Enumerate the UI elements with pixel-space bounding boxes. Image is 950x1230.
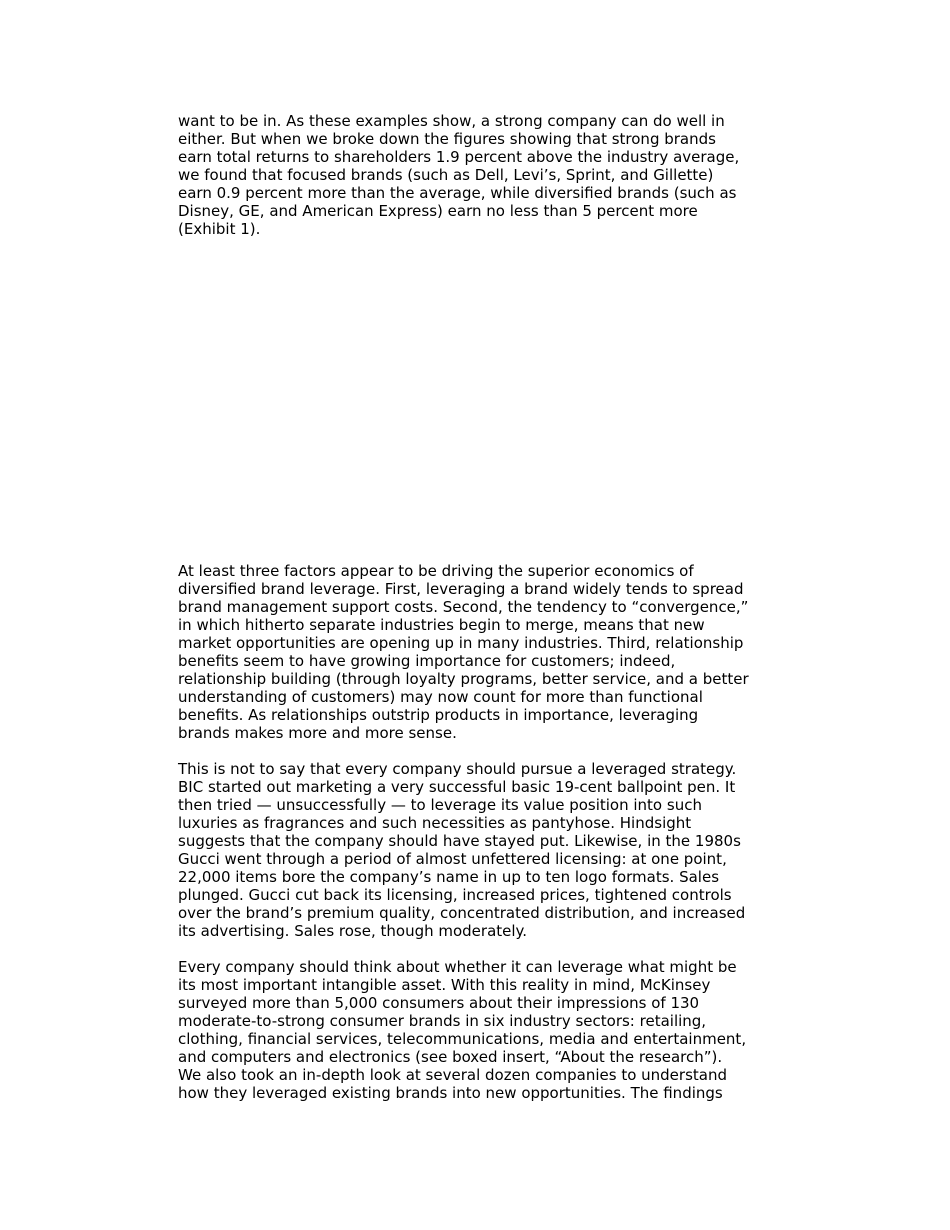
text-line: (Exhibit 1). [178, 220, 261, 238]
text-line: then tried — unsuccessfully — to leverage its value position into such [178, 796, 702, 814]
text-line: and computers and electronics (see boxed insert, “About the research”). [178, 1048, 723, 1066]
text-line: suggests that the company should have stayed put. Likewise, in the 1980s [178, 832, 741, 850]
text-line: its advertising. Sales rose, though moderately. [178, 922, 528, 940]
paragraph-leveraged-strategy [178, 760, 778, 940]
text-line: want to be in. As these examples show, a strong company can do well in [178, 112, 725, 130]
text-line: earn 0.9 percent more than the average, while diversified brands (such as [178, 184, 737, 202]
text-line: Gucci went through a period of almost unfettered licensing: at one point, [178, 850, 727, 868]
text-line: luxuries as fragrances and such necessities as pantyhose. Hindsight [178, 814, 692, 832]
text-line: At least three factors appear to be driving the superior economics of [178, 562, 694, 580]
text-line: earn total returns to shareholders 1.9 percent above the industry average, [178, 148, 740, 166]
paragraph-exhibit-returns [178, 112, 778, 238]
text-line: relationship building (through loyalty programs, better service, and a better [178, 670, 749, 688]
text-line: Every company should think about whether it can leverage what might be [178, 958, 737, 976]
text-line: in which hitherto separate industries begin to merge, means that new [178, 616, 705, 634]
text-line: Disney, GE, and American Express) earn no less than 5 percent more [178, 202, 698, 220]
text-line: how they leveraged existing brands into new opportunities. The findings [178, 1084, 723, 1102]
text-line: understanding of customers) may now count for more than functional [178, 688, 703, 706]
paragraph-three-factors [178, 562, 778, 742]
text-line: we found that focused brands (such as Dell, Levi’s, Sprint, and Gillette) [178, 166, 714, 184]
text-line: plunged. Gucci cut back its licensing, increased prices, tightened controls [178, 886, 732, 904]
paragraph-mckinsey-survey [178, 958, 778, 1102]
text-line: We also took an in-depth look at several dozen companies to understand [178, 1066, 727, 1084]
text-line: This is not to say that every company should pursue a leveraged strategy. [178, 760, 737, 778]
text-line: brands makes more and more sense. [178, 724, 457, 742]
text-line: brand management support costs. Second, the tendency to “convergence,” [178, 598, 749, 616]
text-line: surveyed more than 5,000 consumers about their impressions of 130 [178, 994, 700, 1012]
text-line: its most important intangible asset. With this reality in mind, McKinsey [178, 976, 711, 994]
text-line: either. But when we broke down the figures showing that strong brands [178, 130, 716, 148]
text-line: diversified brand leverage. First, leveraging a brand widely tends to spread [178, 580, 744, 598]
text-line: moderate-to-strong consumer brands in six industry sectors: retailing, [178, 1012, 707, 1030]
text-line: BIC started out marketing a very successful basic 19-cent ballpoint pen. It [178, 778, 736, 796]
text-line: over the brand’s premium quality, concentrated distribution, and increased [178, 904, 746, 922]
text-line: market opportunities are opening up in many industries. Third, relationship [178, 634, 744, 652]
text-line: clothing, financial services, telecommunications, media and entertainment, [178, 1030, 747, 1048]
text-line: benefits seem to have growing importance for customers; indeed, [178, 652, 676, 670]
text-line: 22,000 items bore the company’s name in up to ten logo formats. Sales [178, 868, 720, 886]
text-line: benefits. As relationships outstrip products in importance, leveraging [178, 706, 699, 724]
